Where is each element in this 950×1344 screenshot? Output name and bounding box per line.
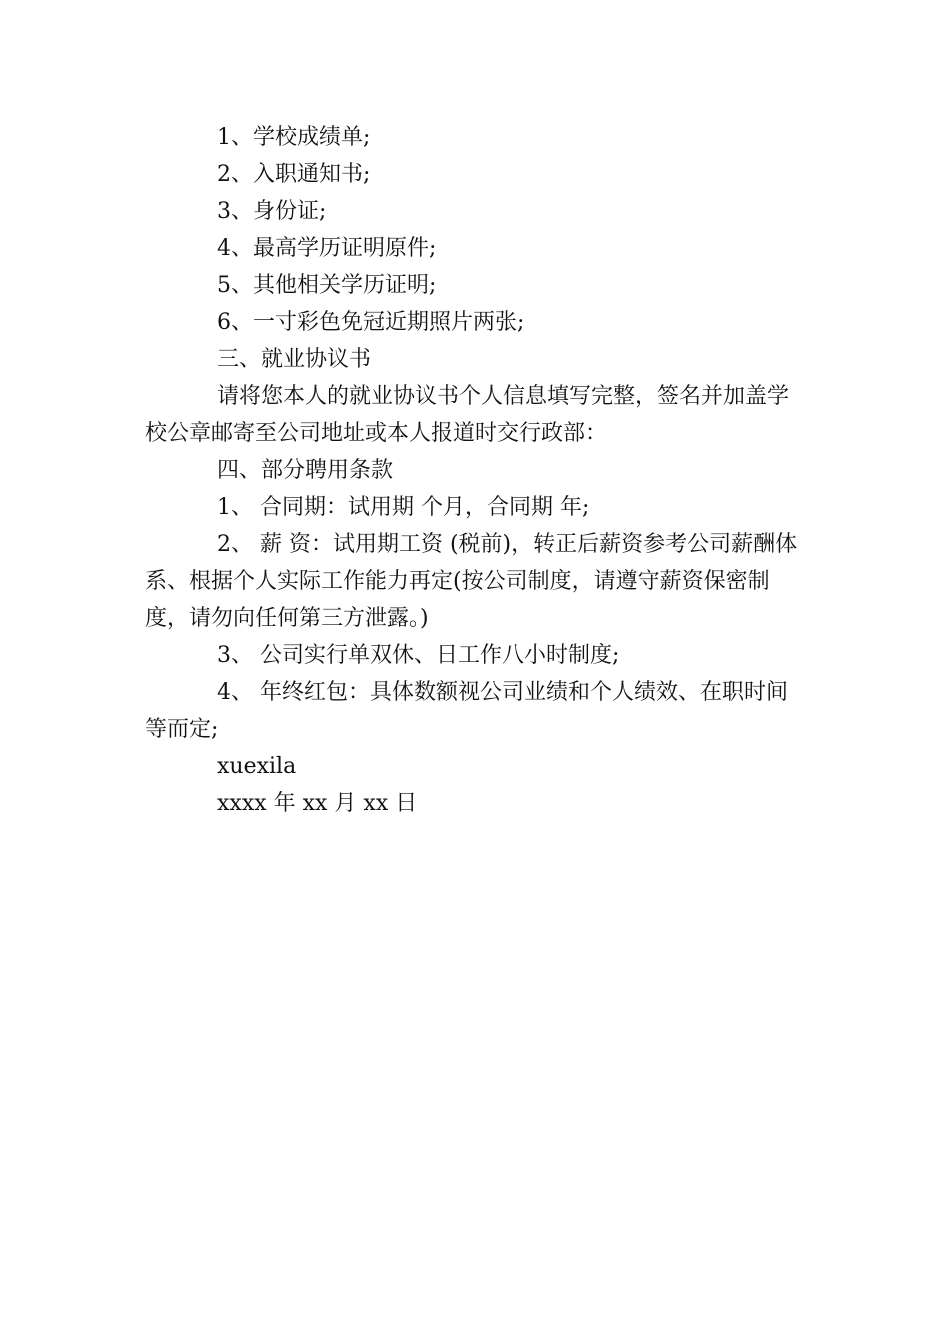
section-heading-employment-agreement: 三、就业协议书 [217,347,372,372]
list-item-degree-certificate: 4、最高学历证明原件; [217,236,437,261]
term-year-end-bonus: 4、 年终红包：具体数额视公司业绩和个人绩效、在职时间等而定; [145,680,788,742]
term-contract-period: 1、 合同期：试用期 个月，合同期 年; [217,495,590,520]
list-item-offer-letter: 2、入职通知书; [217,162,371,187]
list-item-school-transcript: 1、学校成绩单; [217,125,371,150]
list-item-photos: 6、一寸彩色免冠近期照片两张; [217,310,525,335]
list-item-other-certificates: 5、其他相关学历证明; [217,273,437,298]
section-heading-employment-terms: 四、部分聘用条款 [217,458,394,483]
term-working-hours: 3、 公司实行单双休、日工作八小时制度; [217,643,620,668]
paragraph-agreement-instructions: 请将您本人的就业协议书个人信息填写完整，签名并加盖学校公章邮寄至公司地址或本人报道时交行政部： [145,384,790,446]
signature-name: xuexila [217,754,297,779]
document-body [145,119,805,822]
list-item-id-card: 3、身份证; [217,199,327,224]
term-salary: 2、 薪 资：试用期工资 (税前)，转正后薪资参考公司薪酬体系、根据个人实际工作能力再定(按公司制度，请遵守薪资保密制度，请勿向任何第三方泄露。) [145,532,798,631]
signature-date: xxxx 年 xx 月 xx 日 [217,791,418,816]
